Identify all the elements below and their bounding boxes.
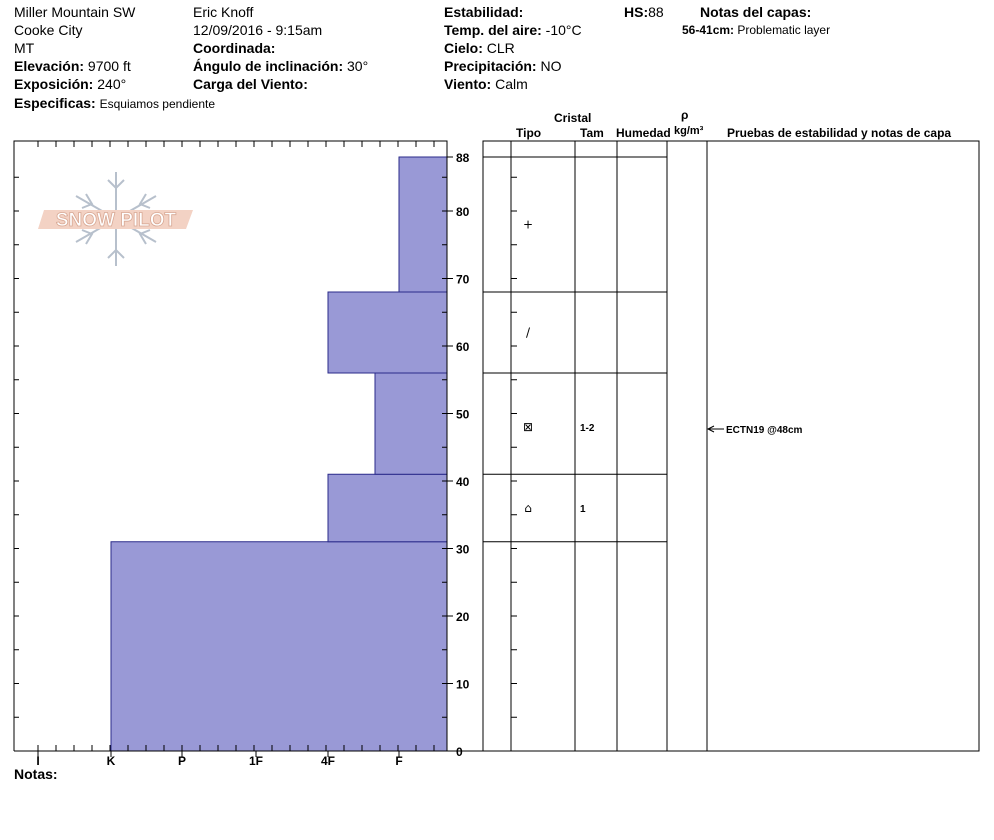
col-type: Tipo: [516, 126, 542, 140]
slope-value: 30°: [347, 58, 369, 74]
col-size: Tam: [580, 126, 604, 140]
x-hardness-label: P: [177, 754, 187, 768]
y-tick-label: 30: [456, 542, 470, 557]
y-tick-label: 88: [456, 151, 470, 165]
state: MT: [14, 40, 35, 56]
hardness-layer-bar: [111, 542, 447, 751]
y-tick-label: 70: [456, 272, 470, 287]
location: Miller Mountain SW: [14, 4, 136, 20]
layer-note-text: Problematic layer: [737, 23, 831, 37]
col-rho: ρ: [681, 108, 689, 122]
layer-note-range: 56-41cm:: [682, 23, 735, 37]
notes-label: Notas:: [14, 766, 58, 782]
logo-text: SNOW PILOT: [55, 210, 177, 231]
hardness-layer-bar: [328, 292, 447, 373]
x-hardness-label: K: [106, 754, 116, 768]
x-hardness-label: I: [36, 754, 40, 768]
aspect-value: 240°: [97, 76, 127, 92]
city: Cooke City: [14, 22, 83, 38]
air-temp-label: Temp. del aire:: [444, 22, 542, 38]
hardness-layer-bar: [375, 373, 447, 474]
x-hardness-label: 4F: [320, 754, 336, 768]
wind-label: Viento:: [444, 76, 492, 92]
specifics-value: Esquiamos pendiente: [99, 97, 216, 111]
datetime: 12/09/2016 - 9:15am: [193, 22, 323, 38]
sky-value: CLR: [486, 40, 515, 56]
col-crystal: Cristal: [554, 111, 592, 125]
hardness-layer-bar: [399, 157, 447, 292]
grain-size-label: 1-2: [580, 423, 595, 434]
stability-label: Estabilidad:: [444, 4, 524, 20]
grain-type-symbol: ⌂: [524, 501, 532, 515]
col-moisture: Humedad: [616, 126, 671, 140]
precip-label: Precipitación:: [444, 58, 537, 74]
wind-value: Calm: [495, 76, 528, 92]
stability-test-label: ECTN19 @48cm: [726, 425, 803, 436]
x-hardness-label: F: [395, 754, 403, 768]
coords-label: Coordinada:: [193, 40, 276, 56]
col-density-unit: kg/m³: [674, 125, 704, 137]
profile-table-frame: [483, 141, 979, 751]
y-tick-label: 0: [456, 745, 463, 759]
wind-load-label: Carga del Viento:: [193, 76, 308, 92]
grain-type-symbol: ⊠: [522, 420, 534, 434]
y-tick-label: 40: [456, 475, 470, 489]
y-tick-label: 20: [456, 610, 470, 624]
aspect-label: Exposición:: [14, 76, 94, 92]
grain-type-symbol: +: [522, 217, 534, 232]
hs-value: 88: [648, 4, 664, 20]
precip-value: NO: [540, 58, 562, 74]
hs-label: HS:: [624, 4, 649, 20]
specifics-label: Especificas:: [14, 95, 96, 111]
elevation-value: 9700 ft: [87, 58, 131, 74]
grain-size-label: 1: [580, 504, 586, 515]
x-hardness-label: 1F: [248, 754, 264, 768]
slope-label: Ángulo de inclinación:: [193, 58, 344, 74]
grain-type-symbol: /: [525, 325, 531, 340]
sky-label: Cielo:: [444, 40, 483, 56]
air-temp-value: -10°C: [545, 22, 582, 38]
y-tick-label: 80: [456, 205, 470, 219]
snowpilot-logo: [38, 172, 193, 266]
layer-notes-label: Notas del capas:: [700, 4, 812, 20]
hardness-layer-bar: [328, 474, 447, 542]
observer: Eric Knoff: [193, 4, 254, 20]
y-tick-label: 60: [456, 340, 470, 354]
col-tests: Pruebas de estabilidad y notas de capa: [727, 126, 952, 140]
elevation-label: Elevación:: [14, 58, 85, 74]
y-tick-label: 10: [456, 677, 470, 692]
y-tick-label: 50: [456, 407, 470, 422]
